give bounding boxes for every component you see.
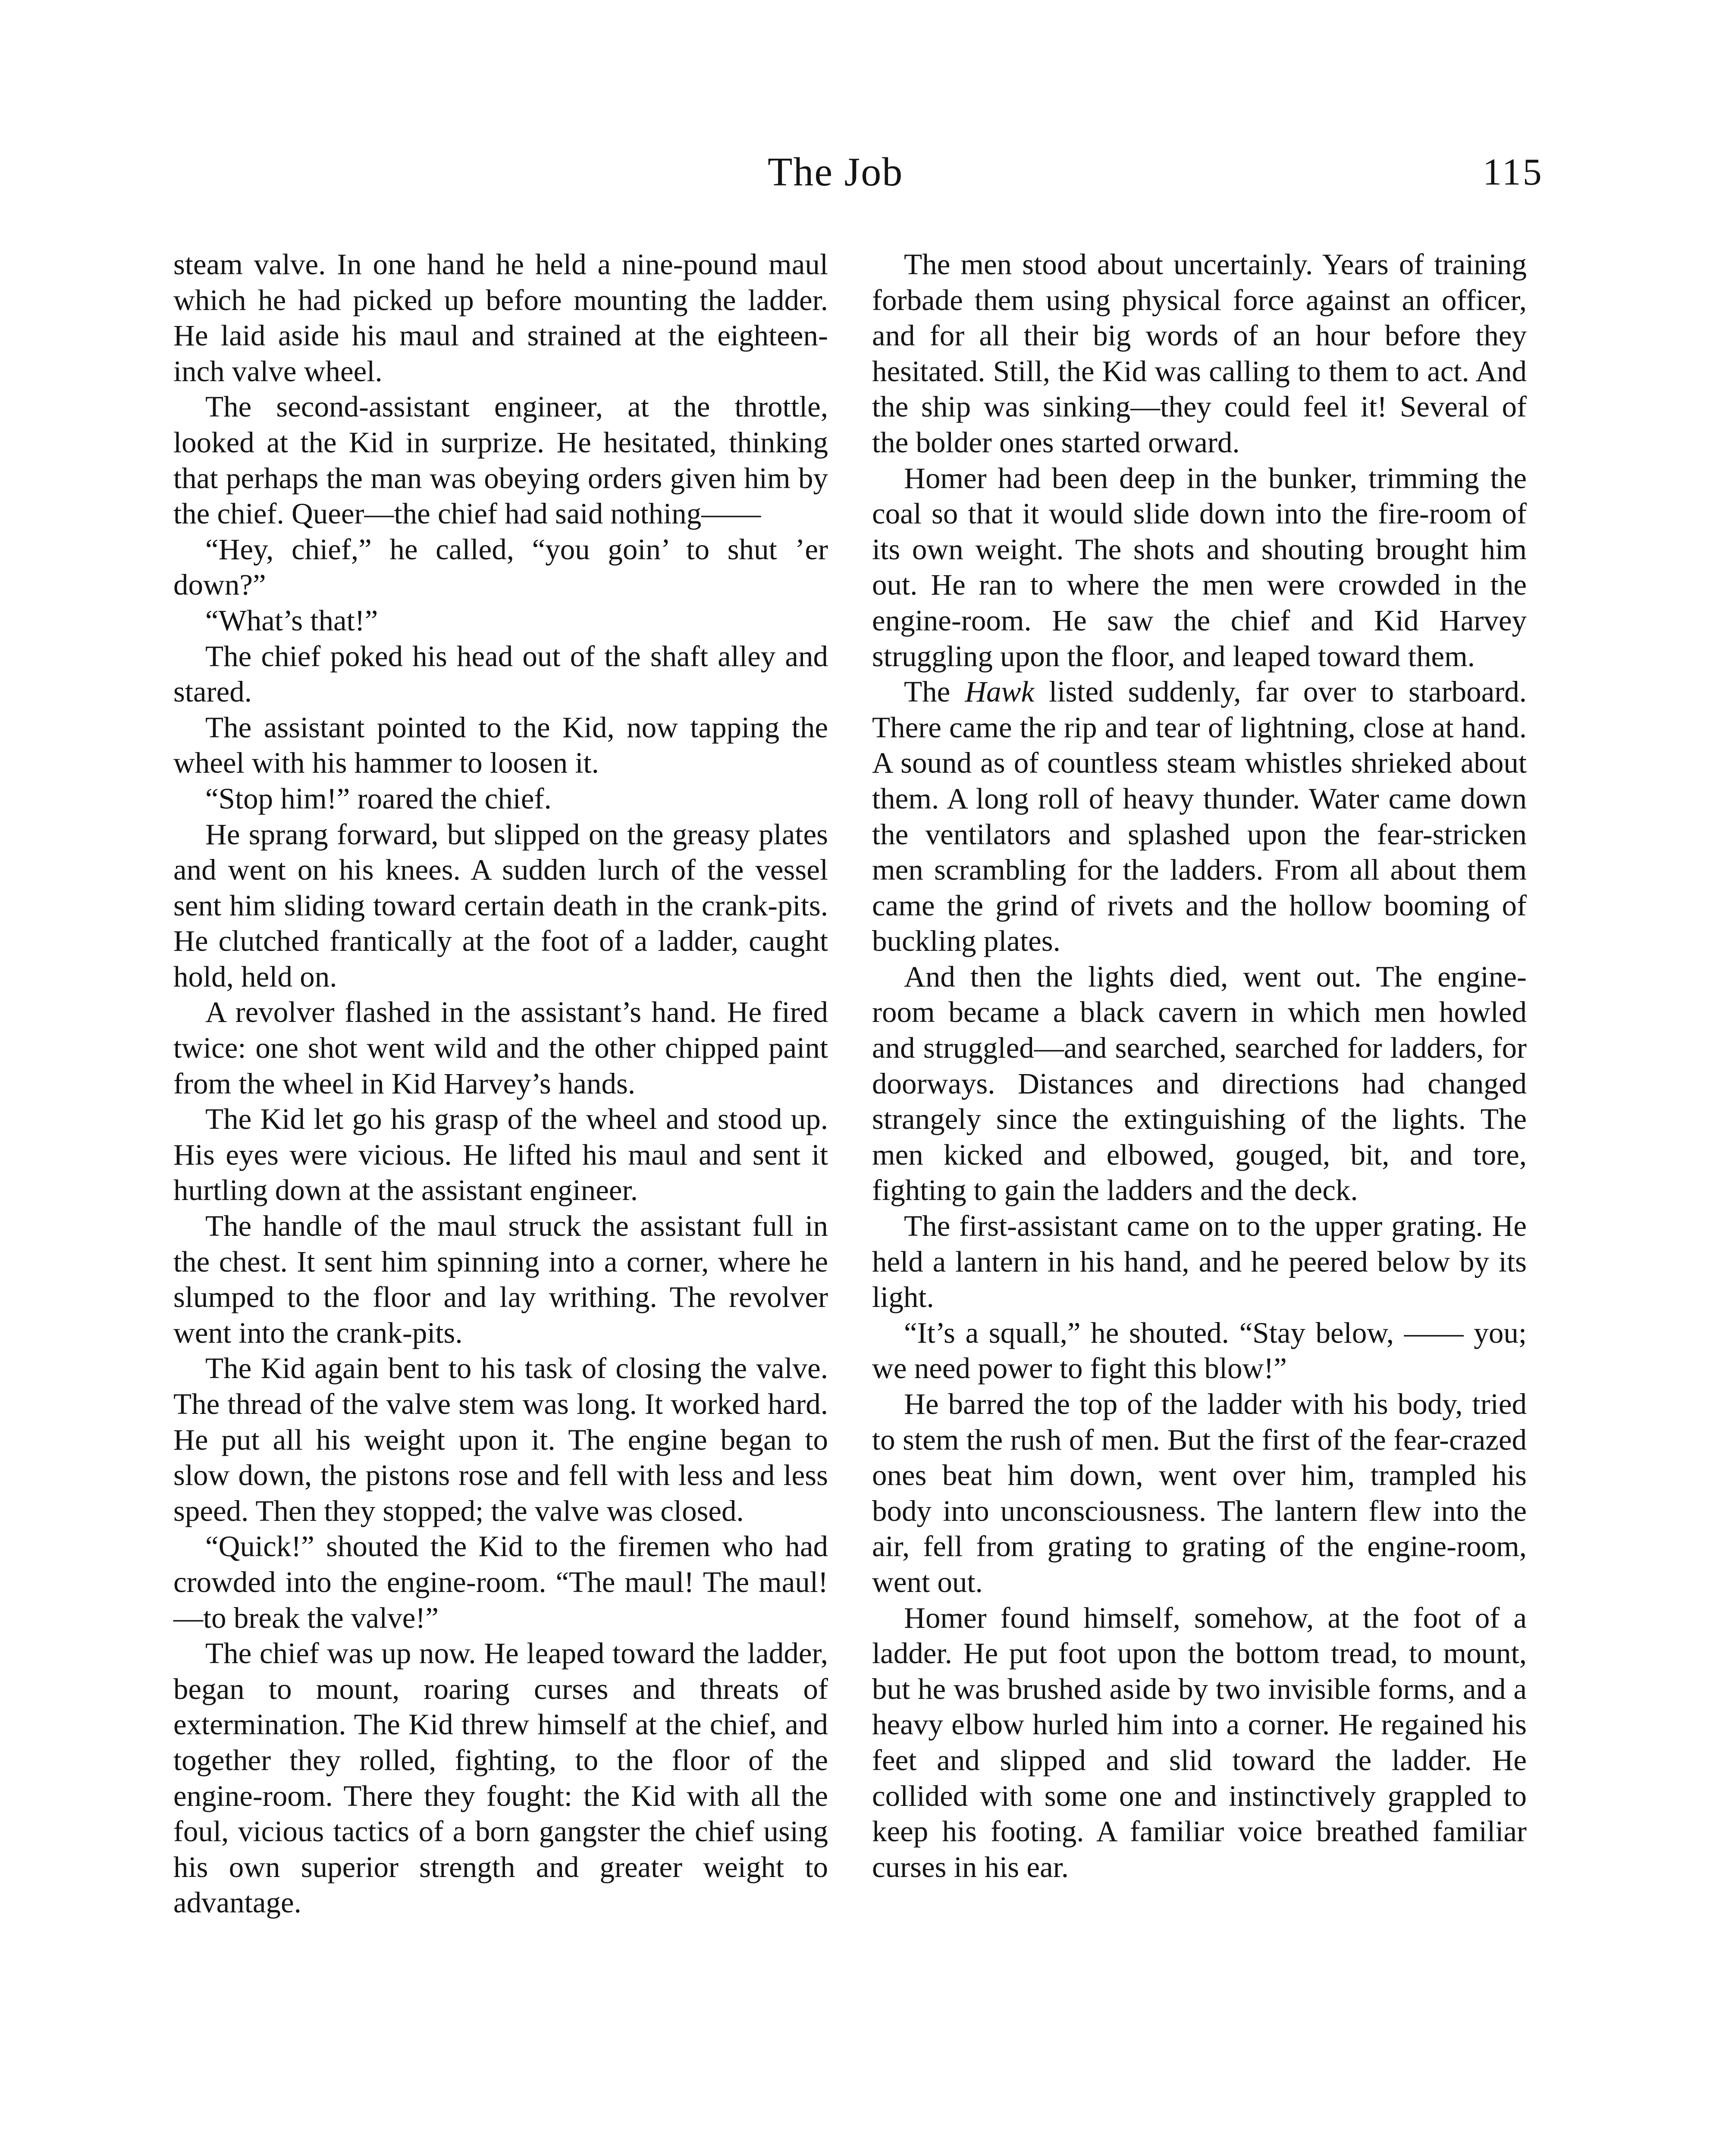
left-column xyxy=(173,247,828,1921)
paragraph: Homer had been deep in the bunker, trimming the coal so that it would slide down into the fire-room of its own weight. The shots and shouting brought him out. He ran to where the men were crowded in the engine-room. He saw the chief and Kid Harvey struggling upon the floor, and leaped toward them. xyxy=(872,461,1527,673)
paragraph: The chief poked his head out of the shaft alley and stared. xyxy=(173,639,828,708)
right-column xyxy=(872,247,1527,1885)
page-number: 115 xyxy=(1483,151,1544,193)
paragraph: And then the lights died, went out. The engine-room became a black cavern in which men howled and struggled—and searched, searched for ladders, for doorways. Distances and directions had changed strangely since the extinguishing of the lights. The men kicked and elbowed, gouged, bit, and tore, fighting to gain the ladders and the deck. xyxy=(872,960,1527,1207)
paragraph: “What’s that!” xyxy=(205,604,378,637)
paragraph: The Kid again bent to his task of closing the valve. The thread of the valve stem was long. It worked hard. He put all his weight upon it. The engine began to slow down, the pistons rose and fell with less and less speed. Then they stopped; the valve was closed. xyxy=(173,1352,828,1527)
paragraph: “It’s a squall,” he shouted. “Stay below, —— you; we need power to fight this blow!” xyxy=(872,1316,1527,1385)
paragraph: “Hey, chief,” he called, “you goin’ to shut ’er down?” xyxy=(173,533,828,602)
ship-name: Hawk xyxy=(965,675,1035,708)
paragraph-text: listed suddenly, far over to starboard. There came the rip and tear of lightning, close at hand. A sound as of countless steam whistles shrieked about them. A long roll of heavy thunder. Water came down the ventilators and splashed upon the fear-stricken men scrambling for the ladders. From all about them came the grind of rivets and the hollow booming of buckling plates. xyxy=(872,675,1527,958)
paragraph: The chief was up now. He leaped toward the ladder, began to mount, roaring curses and threats of extermination. The Kid threw himself at the chief, and together they rolled, fighting, to the floor of the engine-room. There they fought: the Kid with all the foul, vicious tactics of a born gangster the chief using his own superior strength and greater weight to advantage. xyxy=(173,1637,828,1919)
paragraph: The assistant pointed to the Kid, now tapping the wheel with his hammer to loosen it. xyxy=(173,711,828,780)
paragraph: steam valve. In one hand he held a nine-pound maul which he had picked up before mounting the ladder. He laid aside his maul and strained at the eighteen-inch valve wheel. xyxy=(173,248,828,388)
paragraph: The handle of the maul struck the assistant full in the chest. It sent him spinning into a corner, where he slumped to the floor and lay writhing. The revolver went into the crank-pits. xyxy=(173,1210,828,1349)
paragraph: “Quick!” shouted the Kid to the firemen who had crowded into the engine-room. “The maul! The maul!—to break the valve!” xyxy=(173,1530,828,1634)
paragraph: The men stood about uncertainly. Years of training forbade them using physical force against an officer, and for all their big words of an hour before they hesitated. Still, the Kid was calling to them to act. And the ship was sinking—they could feel it! Several of the bolder ones started orward. xyxy=(872,248,1527,459)
paragraph: The Kid let go his grasp of the wheel and stood up. His eyes were vicious. He lifted his maul and sent it hurtling down at the assistant engineer. xyxy=(173,1103,828,1207)
paragraph: Homer found himself, somehow, at the foot of a ladder. He put foot upon the bottom tread, to mount, but he was brushed aside by two invisible forms, and a heavy elbow hurled him into a corner. He regained his feet and slipped and slid toward the ladder. He collided with some one and instinctively grappled to keep his footing. A familiar voice breathed familiar curses in his ear. xyxy=(872,1601,1527,1883)
paragraph xyxy=(872,674,1527,959)
paragraph: He barred the top of the ladder with his body, tried to stem the rush of men. But the first of the fear-crazed ones beat him down, went over him, trampled his body into unconsciousness. The lantern flew into the air, fell from grating to grating of the engine-room, went out. xyxy=(872,1388,1527,1598)
paragraph: The second-assistant engineer, at the throttle, looked at the Kid in surprize. He hesitated, thinking that perhaps the man was obeying orders given him by the chief. Queer—the chief had said nothing—— xyxy=(173,390,828,530)
running-title: The Job xyxy=(768,150,904,194)
paragraph-text: The xyxy=(904,675,965,708)
paragraph: “Stop him!” roared the chief. xyxy=(205,782,552,815)
paragraph: A revolver flashed in the assistant’s hand. He fired twice: one shot went wild and the other chipped paint from the wheel in Kid Harvey’s hands. xyxy=(173,996,828,1100)
paragraph: The first-assistant came on to the upper grating. He held a lantern in his hand, and he peered below by its light. xyxy=(872,1210,1527,1314)
paragraph: He sprang forward, but slipped on the greasy plates and went on his knees. A sudden lurch of the vessel sent him sliding toward certain death in the crank-pits. He clutched frantically at the foot of a ladder, caught hold, held on. xyxy=(173,818,828,993)
